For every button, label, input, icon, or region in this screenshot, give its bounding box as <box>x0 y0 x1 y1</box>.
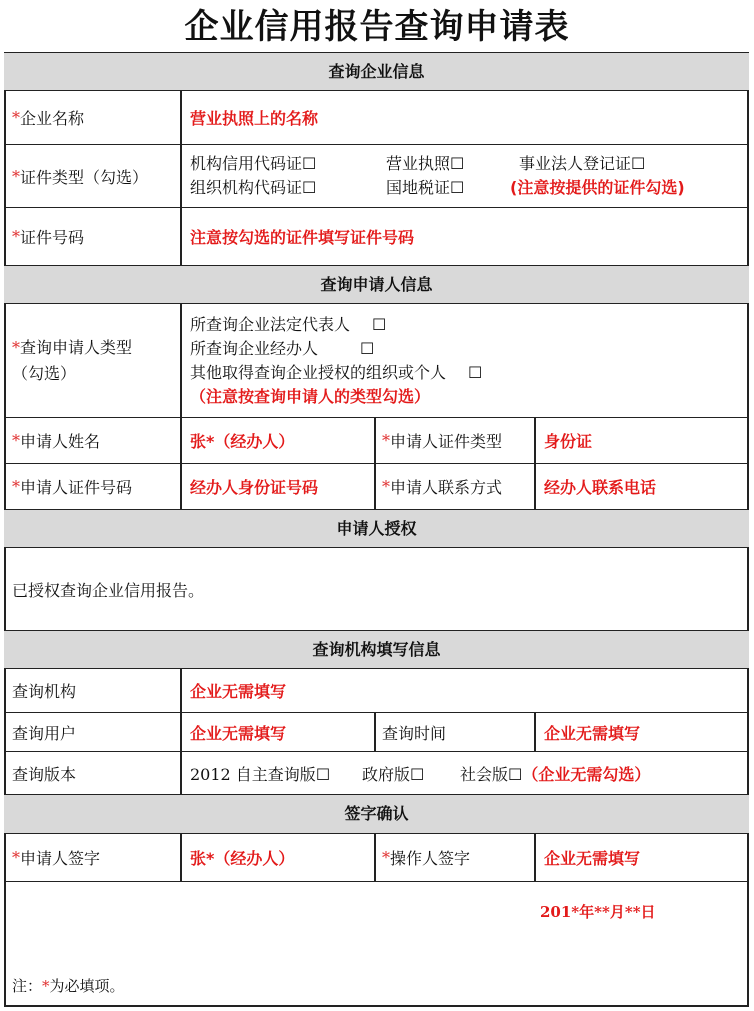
cert-no-value: 注意按勾选的证件填写证件号码 <box>190 228 415 247</box>
row-applicant-id-no <box>4 464 749 510</box>
cert-no-field[interactable] <box>180 208 749 265</box>
applicant-type-label: 查询申请人类型 <box>20 337 133 357</box>
applicant-name-field[interactable] <box>180 418 374 463</box>
section-company-title: 查询企业信息 <box>328 62 425 81</box>
checkbox-icon[interactable]: ☐ <box>372 314 387 334</box>
institution-org-field[interactable] <box>180 669 749 712</box>
applicant-contact-field[interactable] <box>534 464 749 509</box>
required-mark: * <box>12 108 20 127</box>
applicant-sign-value: 张*（经办人） <box>190 849 295 868</box>
applicant-contact-label: 申请人联系方式 <box>390 478 503 497</box>
version-option-self[interactable]: 2012 自主查询版☐ <box>190 764 331 784</box>
section-company-header <box>4 53 749 91</box>
applicant-contact-label-cell <box>374 464 534 509</box>
applicant-id-type-field[interactable] <box>534 418 749 463</box>
required-mark: * <box>382 477 390 496</box>
applicant-name-label-cell <box>4 418 180 463</box>
applicant-type-note: （注意按查询申请人的类型勾选） <box>190 386 431 406</box>
operator-sign-label-cell <box>374 834 534 881</box>
company-name-label: 企业名称 <box>20 109 85 128</box>
auth-text: 已授权查询企业信用报告。 <box>12 580 205 600</box>
row-institution-version <box>4 752 749 795</box>
applicant-id-no-value: 经办人身份证号码 <box>190 478 319 497</box>
checkbox-icon[interactable]: ☐ <box>302 178 317 197</box>
institution-org-label-cell <box>4 669 180 712</box>
checkbox-icon[interactable]: ☐ <box>302 154 317 173</box>
applicant-type-options <box>180 304 749 417</box>
required-mark: * <box>12 166 20 186</box>
cert-option-credit-code[interactable]: 机构信用代码证☐ <box>190 154 317 173</box>
operator-sign-field[interactable] <box>534 834 749 881</box>
institution-version-options <box>180 752 749 794</box>
applicant-type-hint: （勾选） <box>12 363 77 383</box>
required-mark: * <box>12 431 20 450</box>
section-institution-header <box>4 631 749 669</box>
checkbox-icon[interactable]: ☐ <box>468 362 483 382</box>
cert-type-note: (注意按提供的证件勾选) <box>510 178 685 197</box>
checkbox-icon[interactable]: ☐ <box>315 764 331 784</box>
required-mark: * <box>42 977 50 995</box>
institution-time-value: 企业无需填写 <box>544 723 641 743</box>
checkbox-icon[interactable]: ☐ <box>508 764 523 784</box>
cert-type-label: 证件类型（勾选） <box>20 167 149 187</box>
applicant-option-legal-rep[interactable]: 所查询企业法定代表人 ☐ <box>190 314 387 334</box>
checkbox-icon[interactable]: ☐ <box>360 338 375 358</box>
row-signatures <box>4 834 749 882</box>
cert-type-label-cell <box>4 145 180 207</box>
version-option-social[interactable]: 社会版☐ <box>460 764 523 784</box>
sign-date[interactable]: 201*年**月**日 <box>540 903 656 921</box>
required-mark: * <box>12 337 20 357</box>
cert-type-options <box>180 145 749 207</box>
company-name-field[interactable] <box>180 91 749 144</box>
institution-org-label: 查询机构 <box>12 682 77 701</box>
row-cert-type <box>4 145 749 208</box>
row-company-name <box>4 91 749 145</box>
company-name-label-cell <box>4 91 180 144</box>
applicant-id-no-field[interactable] <box>180 464 374 509</box>
applicant-id-type-value: 身份证 <box>544 432 593 451</box>
company-name-value: 营业执照上的名称 <box>190 109 319 128</box>
applicant-option-agent[interactable]: 所查询企业经办人 ☐ <box>190 338 375 358</box>
row-cert-no <box>4 208 749 266</box>
required-mark: * <box>12 848 20 867</box>
required-mark: * <box>12 227 20 246</box>
cert-option-tax[interactable]: 国地税证☐ <box>386 178 465 197</box>
checkbox-icon[interactable]: ☐ <box>450 154 465 173</box>
section-sign-header <box>4 795 749 834</box>
section-applicant-title: 查询申请人信息 <box>320 275 433 294</box>
section-sign-title: 签字确认 <box>344 804 409 823</box>
row-institution-user <box>4 713 749 752</box>
cert-option-public-institution[interactable]: 事业法人登记证☐ <box>519 154 646 173</box>
required-note-suffix: 为必填项。 <box>49 977 125 995</box>
applicant-sign-label: 申请人签字 <box>20 849 101 868</box>
version-note: （企业无需勾选） <box>522 764 651 784</box>
checkbox-icon[interactable]: ☐ <box>450 178 465 197</box>
applicant-type-label-cell <box>4 304 180 417</box>
institution-user-label-cell <box>4 713 180 751</box>
row-auth <box>4 548 749 631</box>
row-institution-org <box>4 669 749 713</box>
row-applicant-name <box>4 418 749 464</box>
institution-org-value: 企业无需填写 <box>190 682 287 701</box>
institution-version-label: 查询版本 <box>12 764 77 784</box>
institution-time-label: 查询时间 <box>382 723 447 743</box>
cert-no-label: 证件号码 <box>20 228 85 247</box>
required-note <box>12 975 125 996</box>
cert-option-org-code[interactable]: 组织机构代码证☐ <box>190 178 317 197</box>
applicant-id-no-label: 申请人证件号码 <box>20 478 133 497</box>
institution-time-field[interactable] <box>534 713 749 751</box>
institution-user-value: 企业无需填写 <box>190 723 287 743</box>
cert-no-label-cell <box>4 208 180 265</box>
applicant-sign-label-cell <box>4 834 180 881</box>
institution-user-field[interactable] <box>180 713 374 751</box>
applicant-option-authorized[interactable]: 其他取得查询企业授权的组织或个人 ☐ <box>190 362 483 382</box>
required-mark: * <box>382 848 390 867</box>
required-mark: * <box>382 431 390 450</box>
cert-option-business-license[interactable]: 营业执照☐ <box>386 154 465 173</box>
section-auth-title: 申请人授权 <box>336 519 417 538</box>
version-option-gov[interactable]: 政府版☐ <box>362 764 425 784</box>
institution-time-label-cell <box>374 713 534 751</box>
applicant-name-label: 申请人姓名 <box>20 432 101 451</box>
applicant-contact-value: 经办人联系电话 <box>544 478 657 497</box>
checkbox-icon[interactable]: ☐ <box>631 154 646 173</box>
form-title: 企业信用报告查询申请表 <box>184 7 570 47</box>
section-applicant-header <box>4 266 749 304</box>
applicant-id-type-label: 申请人证件类型 <box>390 432 503 451</box>
checkbox-icon[interactable]: ☐ <box>410 764 425 784</box>
institution-user-label: 查询用户 <box>12 723 77 743</box>
applicant-sign-field[interactable] <box>180 834 374 881</box>
applicant-id-type-label-cell <box>374 418 534 463</box>
applicant-name-value: 张*（经办人） <box>190 432 295 451</box>
operator-sign-value: 企业无需填写 <box>544 849 641 868</box>
applicant-id-no-label-cell <box>4 464 180 509</box>
operator-sign-label: 操作人签字 <box>390 849 471 868</box>
section-auth-header <box>4 510 749 548</box>
required-mark: * <box>12 477 20 496</box>
required-note-prefix: 注： <box>12 977 43 995</box>
section-institution-title: 查询机构填写信息 <box>312 640 441 659</box>
row-applicant-type <box>4 304 749 418</box>
auth-text-cell <box>4 548 749 630</box>
institution-version-label-cell <box>4 752 180 794</box>
